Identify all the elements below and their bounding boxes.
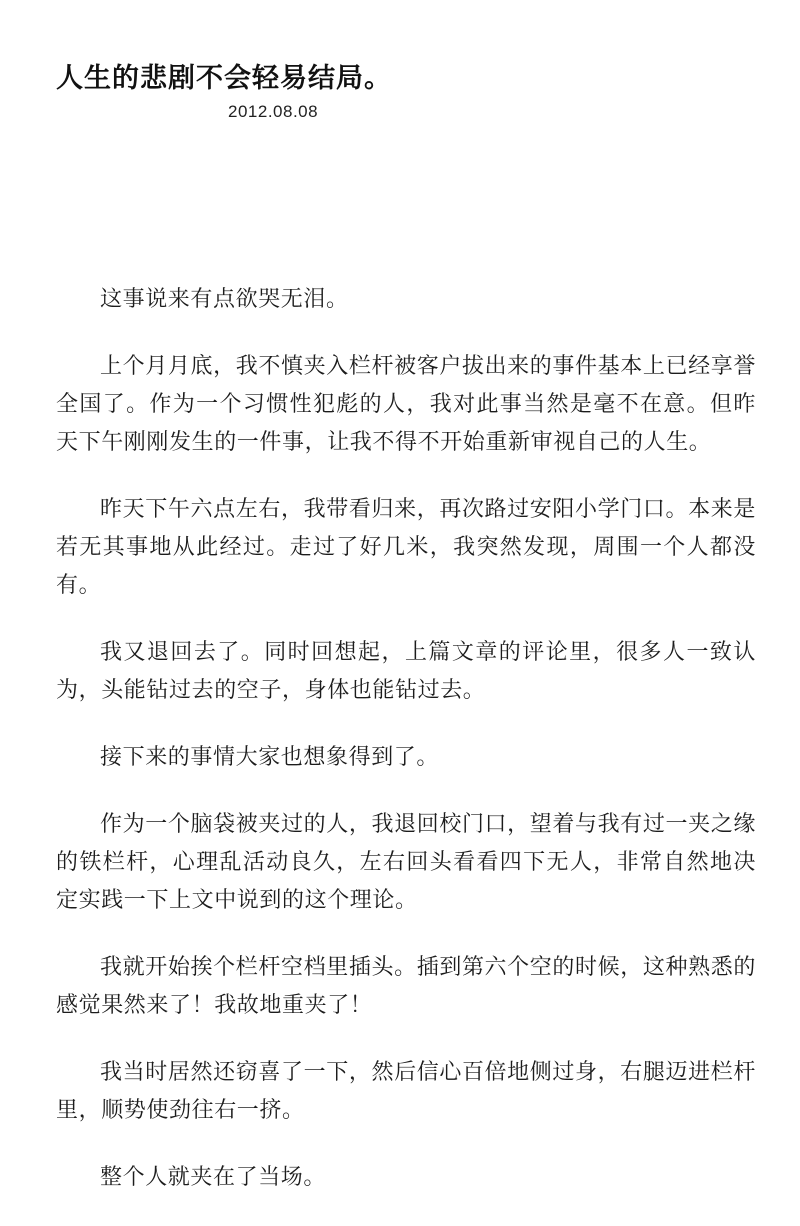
paragraph-4: 我又退回去了。同时回想起，上篇文章的评论里，很多人一致认为，头能钻过去的空子，身体也能钻过去。	[56, 640, 756, 703]
paragraph-6: 作为一个脑袋被夹过的人，我退回校门口，望着与我有过一夹之缘的铁栏杆，心理乱活动良久，左右回头看看四下无人，非常自然地决定实践一下上文中说到的这个理论。	[56, 812, 756, 913]
article-title: 人生的悲剧不会轻易结局。	[56, 63, 392, 94]
paragraph-1: 这事说来有点欲哭无泪。	[100, 287, 349, 312]
article-body	[56, 281, 756, 1226]
paragraph-2: 上个月月底，我不慎夹入栏杆被客户拔出来的事件基本上已经享誉全国了。作为一个习惯性犯彪的人，我对此事当然是毫不在意。但昨天下午刚刚发生的一件事，让我不得不开始重新审视自己的人生。	[56, 354, 756, 455]
paragraph-5: 接下来的事情大家也想象得到了。	[100, 745, 440, 770]
paragraph-7: 我就开始挨个栏杆空档里插头。插到第六个空的时候，这种熟悉的感觉果然来了！我故地重夹了！	[56, 955, 756, 1018]
article-date: 2012.08.08	[228, 102, 319, 121]
paragraph-9: 整个人就夹在了当场。	[100, 1165, 327, 1190]
paragraph-3: 昨天下午六点左右，我带看归来，再次路过安阳小学门口。本来是若无其事地从此经过。走过了好几米，我突然发现，周围一个人都没有。	[56, 497, 756, 598]
paragraph-8: 我当时居然还窃喜了一下，然后信心百倍地侧过身，右腿迈进栏杆里，顺势使劲往右一挤。	[56, 1060, 756, 1123]
